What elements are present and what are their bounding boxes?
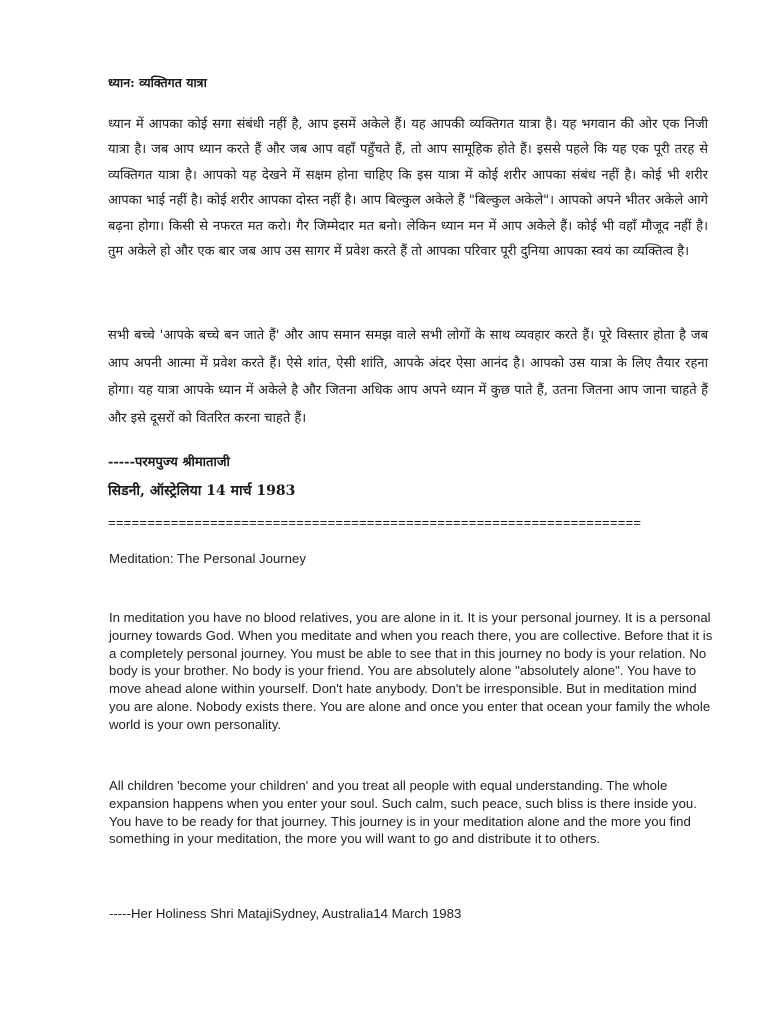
hindi-paragraph-2: सभी बच्चे 'आपके बच्चे बन जाते हैं' और आप समान समझ वाले सभी लोगों के साथ व्यवहार करते हैं। पूरे विस्तार होता है जब आप अपनी आत्मा में प्रवेश करते हैं। ऐसे शांत, ऐसी शांति, आपके अंदर ऐसा आनंद है। आपको उस यात्रा के लिए तैयार रहना होगा। यह यात्रा आपके ध्यान में अकेले है और जितना अधिक आप अपने ध्यान में कुछ पाते हैं, उतना जितना आप जाना चाहते हैं और इसे दूसरों को वितरित करना चाहते हैं। [108,328,708,426]
hindi-paragraph-1: ध्यान में आपका कोई सगा संबंधी नहीं है, आप इसमें अकेले हैं। यह आपकी व्यक्तिगत यात्रा है। यह भगवान की ओर एक निजी यात्रा है। जब आप ध्यान करते हैं और जब आप वहाँ पहुँचते हैं, तो आप सामूहिक होते हैं। इससे पहले कि यह एक पूरी तरह से व्यक्तिगत यात्रा है। आपको यह देखने में सक्षम होना चाहिए कि इस यात्रा में कोई शरीर आपका संबंध नहीं है। कोई भी शरीर आपका भाई नहीं है। कोई शरीर आपका दोस्त नहीं है। आप बिल्कुल अकेले हैं "बिल्कुल अकेले"। आपको अपने भीतर अकेले आगे बढ़ना होगा। किसी से नफरत मत करो। गैर जिम्मेदार मत बनो। लेकिन ध्यान मन में आप अकेले हैं। कोई भी वहाँ मौजूद नहीं है। तुम अकेले हो और एक बार जब आप उस सागर में प्रवेश करते हैं तो आपका परिवार पूरी दुनिया आपका स्वयं का व्यक्तित्व है। [108,117,708,260]
english-paragraph-1: In meditation you have no blood relatives, you are alone in it. It is your personal journey. It is a personal journey towards God. When you meditate and when you reach there, you are collective. Before that it is a completely personal journey. You must be able to see that in this journey no body is your relation. No body is your brother. No body is your friend. You are absolutely alone "absolutely alone". You have to move ahead alone within yourself. Don't hate anybody. Don't be irresponsible. But in meditation mind you are alone. Nobody exists there. You are alone and once you enter that ocean your family the whole world is your own personality. [109,610,713,732]
hindi-title: ध्यान: व्यक्तिगत यात्रा [108,75,207,90]
english-signature: -----Her Holiness Shri MatajiSydney, Australia14 March 1983 [109,906,462,921]
hindi-signature: -----परमपुज्य श्रीमाताजी [108,455,230,470]
section-divider: ==================================================================== [108,515,642,530]
english-paragraph-2: All children 'become your children' and you treat all people with equal understanding. The whole expansion happens when you enter your soul. Such calm, such peace, such bliss is there inside you. You have to be ready for that journey. This journey is in your meditation alone and the more you find something in your meditation, the more you will want to go and distribute it to others. [109,778,697,847]
english-title: Meditation: The Personal Journey [109,551,306,566]
hindi-place-date: सिडनी, ऑस्ट्रेलिया 14 मार्च 1983 [108,483,296,499]
